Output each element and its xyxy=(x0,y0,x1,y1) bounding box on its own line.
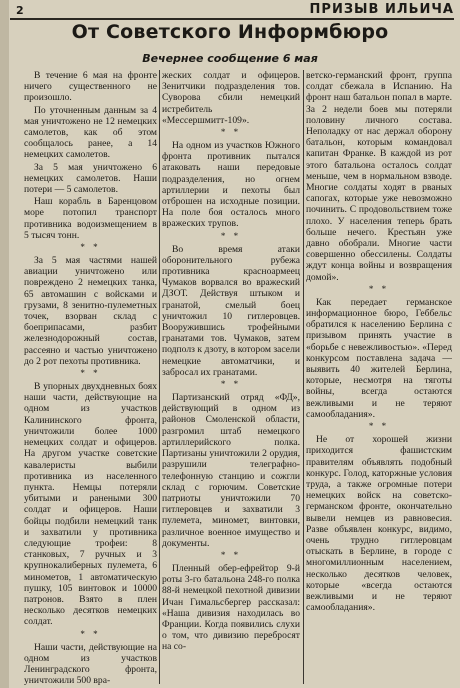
paragraph: В упорных двухдневных боях наши части, действующие на одном из участков Калининского фронта, уничтожили более 1000 немецких солдат и офицеров. На другом участке советские кавалеристы выбили противника из населенного пункта. Немцы потеряли убитыми и ранеными 300 солдат и офицеров. Наши бойцы подбили немецкий танк и захватили у противника следующие трофеи: 8 станковых, 7 ручных и 3 крупнокалиберных пулемета, 6 минометов, 1 автоматическую пушку, 105 винтовок и 10000 патронов. Взято в плен несколько десятков немецких солдат. xyxy=(24,381,157,628)
article-column-1 xyxy=(24,70,157,686)
scan-left-edge xyxy=(0,0,9,688)
article-column-2 xyxy=(162,70,300,686)
newspaper-name: ПРИЗЫВ ИЛЬИЧА xyxy=(309,2,454,17)
column-divider xyxy=(303,70,304,684)
paragraph: На одном из участков Южного фронта противник пытался атаковать наши передовые подразделения, но огнем артиллерии и пехоты был отброшен на исходные позиции. На поле боя осталось много вражеских трупов. xyxy=(162,140,300,230)
section-separator: * * xyxy=(80,242,101,253)
section-separator: * * xyxy=(220,379,242,390)
paragraph: За 5 мая уничтожено 6 немецких самолетов. Наши потери — 5 самолетов. xyxy=(24,161,157,196)
article-column-3 xyxy=(306,70,452,686)
article-subtitle: Вечернее сообщение 6 мая xyxy=(142,52,318,65)
paragraph: Пленный обер-ефрейтор 9-й роты 3-го батальона 248-го полка 88-й немецкой пехотной дивизии Ичан Гимальсбергер рассказал: «Наша дивизия находилась во Франции. Когда появились слухи о том, что дивизию перебросят на со- xyxy=(162,562,300,653)
section-separator: * * xyxy=(368,283,390,294)
page-number: 2 xyxy=(16,4,24,17)
paragraph: Не от хорошей жизни приходится фашистским правителям объявлять подобный конкурс. Голод, каторжные условия труда, а также огромные потери немецких войск на советско-германском фронте, окончательно вывели немцев из равновесия. Разве объявлен конкурс, видимо, очень трудно гитлеровцам отыскать в Берлине, в городе с многомиллионным населением, несколько десятков человек, которые «всегда остаются вежливыми и не теряют самообладания». xyxy=(306,434,452,614)
section-separator: * * xyxy=(220,230,242,241)
section-separator: * * xyxy=(80,368,101,379)
paragraph: ветско-германский фронт, группа солдат сбежала в Испанию. На фронт наш батальон попал в марте. За 2 недели боев мы потеряли половину личного состава. Неполадку от нас держал оборону батальон, которым командовал капитан Франке. В каждой из рот этого батальона осталось солдат меньше, чем в нормальном взводе. Многие солдаты ходят в рваных сапогах, которые уже невозможно починить. С продовольствием тоже плохо. У населения теперь брать больше нечего. Крестьян уже давно обобрали. Многие части совершенно обессилены. Солдаты ждут конца войны и возвращения домой». xyxy=(306,70,452,283)
paragraph: Партизанский отряд «ФД», действующий в одном из районов Смоленской области, разгромил штаб немецкого артиллерийского полка. Партизаны уничтожили 2 орудия, разрушили телеграфно-телефонную станцию и сожгли склад с горючим. Советские патриоты уничтожили 70 гитлеровцев и захватили 3 пулемета, миномет, винтовки, различное военное имущество и документы. xyxy=(162,392,300,549)
paragraph: Наши части, действующие на одном из участков Ленинградского фронта, уничтожили 500 вра- xyxy=(24,641,157,686)
paragraph: По уточненным данным за 4 мая уничтожено не 12 немецких самолетов, как об этом сообщалось ранее, а 14 немецких самолетов. xyxy=(24,104,157,161)
section-separator: * * xyxy=(220,127,242,138)
paragraph: За 5 мая частями нашей авиации уничтожено или повреждено 2 немецких танка, 65 автомашин с войсками и грузами, 8 зенитно-пулеметных точек, взорван склад с боеприпасами, разбит железнодорожный состав, рассеяно и частью уничтожено до 2 рот пехоты противника. xyxy=(24,255,157,367)
paragraph: Во время атаки оборонительного рубежа противника красноармеец Чумаков ворвался во вражеский ДЗОТ. Действуя штыком и гранатой, смелый боец уничтожил 10 гитлеровцев. Вооружившись трофейными гранатами тов. Чумаков, затем подполз к дзоту, в котором засели немецкие автоматчики, и забросал их гранатами. xyxy=(162,243,300,378)
section-separator: * * xyxy=(80,628,101,639)
paragraph: Как передает германское информационное бюро, Геббельс обратился к населению Берлина с призывом принять участие в «борьбе с невежливостью». «Перед конкурсом поставлена задача — выявить 40 жителей Берлина, которые, несмотря на тяготы войны, всегда остаются вежливыми и не теряют самообладания». xyxy=(306,296,452,420)
paragraph: жеских солдат и офицеров. Зенитчики подразделения тов. Суворова сбили немецкий истребитель «Мессершмитт-109». xyxy=(162,70,300,126)
newspaper-header xyxy=(10,0,454,20)
paragraph: Наш корабль в Баренцовом море потопил транспорт противника водоизмещением в 5 тысяч тонн. xyxy=(24,196,157,241)
article-title: От Советского Информбюро xyxy=(71,21,389,43)
section-separator: * * xyxy=(220,549,242,560)
column-divider xyxy=(159,70,160,684)
paragraph: В течение 6 мая на фронте ничего существенного не произошло. xyxy=(24,70,157,104)
section-separator: * * xyxy=(368,421,390,432)
